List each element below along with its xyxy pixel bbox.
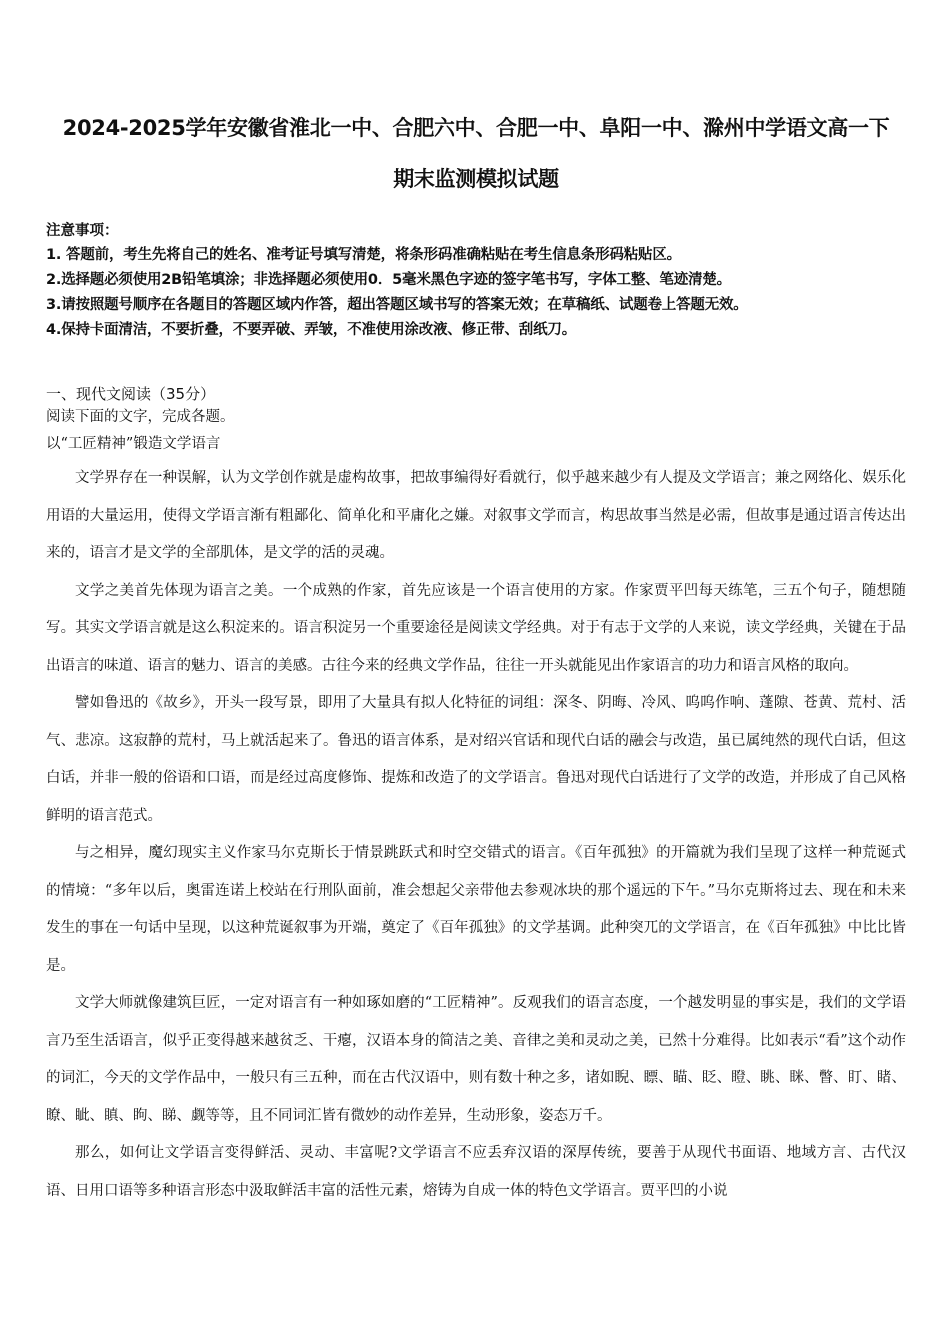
notice-block [46, 219, 906, 343]
section-instruction: 阅读下面的文字，完成各题。 [46, 409, 235, 425]
notice-item: 3.请按照题号顺序在各题目的答题区域内作答，超出答题区域书写的答案无效；在草稿纸、试题卷上答题无效。 [46, 297, 748, 313]
document-title-line-1: 2024-2025学年安徽省淮北一中、合肥六中、合肥一中、阜阳一中、滁州中学语文高一下 [62, 116, 890, 140]
essay-paragraph: 譬如鲁迅的《故乡》，开头一段写景，即用了大量具有拟人化特征的词组：深冬、阴晦、冷风、呜呜作响、蓬隙、苍黄、荒村、活气、悲凉。这寂静的荒村，马上就活起来了。鲁迅的语言体系，是对绍兴官话和现代白话的融会与改造，虽已属纯然的现代白话，但这白话，并非一般的俗语和口语，而是经过高度修饰、提炼和改造了的文学语言。鲁迅对现代白话进行了文学的改造，并形成了自己风格鲜明的语言范式。 [46, 695, 906, 824]
essay-paragraph: 与之相异，魔幻现实主义作家马尔克斯长于情景跳跃式和时空交错式的语言。《百年孤独》的开篇就为我们呈现了这样一种荒诞式的情境：“多年以后，奥雷连诺上校站在行刑队面前，准会想起父亲带他去参观冰块的那个遥远的下午。”马尔克斯将过去、现在和未来发生的事在一句话中呈现，以这种荒诞叙事为开端，奠定了《百年孤独》的文学基调。此种突兀的文学语言，在《百年孤独》中比比皆是。 [46, 845, 906, 974]
notice-item: 1. 答题前，考生先将自己的姓名、准考证号填写清楚，将条形码准确粘贴在考生信息条形码粘贴区。 [46, 247, 681, 263]
document-title-line-2: 期末监测模拟试题 [393, 167, 559, 191]
essay-paragraph: 文学之美首先体现为语言之美。一个成熟的作家，首先应该是一个语言使用的方家。作家贾平凹每天练笔，三五个句子，随想随写。其实文学语言就是这么积淀来的。语言积淀另一个重要途径是阅读文学经典。对于有志于文学的人来说，读文学经典，关键在于品出语言的味道、语言的魅力、语言的美感。古往今来的经典文学作品，往往一开头就能见出作家语言的功力和语言风格的取向。 [46, 582, 906, 674]
section-heading: 一、现代文阅读（35分） [46, 385, 216, 403]
notice-item: 2.选择题必须使用2B铅笔填涂；非选择题必须使用0．5毫米黑色字迹的签字笔书写，字体工整、笔迹清楚。 [46, 272, 731, 288]
essay-paragraph: 那么，如何让文学语言变得鲜活、灵动、丰富呢?文学语言不应丢弃汉语的深厚传统，要善于从现代书面语、地域方言、古代汉语、日用口语等多种语言形态中汲取鲜活丰富的活性元素，熔铸为自成一体的特色文学语言。贾平凹的小说 [46, 1145, 906, 1199]
essay-title: 以“工匠精神”锻造文学语言 [46, 436, 221, 452]
essay-paragraph: 文学界存在一种误解，认为文学创作就是虚构故事，把故事编得好看就行，似乎越来越少有人提及文学语言；兼之网络化、娱乐化用语的大量运用，使得文学语言渐有粗鄙化、简单化和平庸化之嫌。对叙事文学而言，构思故事当然是必需，但故事是通过语言传达出来的，语言才是文学的全部肌体，是文学的活的灵魂。 [46, 470, 906, 561]
notice-heading: 注意事项： [46, 223, 119, 239]
reading-section [46, 383, 906, 1210]
essay-paragraph: 文学大师就像建筑巨匠，一定对语言有一种如琢如磨的“工匠精神”。反观我们的语言态度，一个越发明显的事实是，我们的文学语言乃至生活语言，似乎正变得越来越贫乏、干瘪，汉语本身的简洁之美、音律之美和灵动之美，已然十分难得。比如表示“看”这个动作的词汇，今天的文学作品中，一般只有三五种，而在古代汉语中，则有数十种之多，诸如睨、瞟、瞄、眨、瞪、眺、眯、瞥、盯、睹、瞭、眦、瞋、眗、睇、觑等等，且不同词汇皆有微妙的动作差异，生动形象，姿态万千。 [46, 995, 906, 1124]
notice-item: 4.保持卡面清洁，不要折叠，不要弄破、弄皱，不准使用涂改液、修正带、刮纸刀。 [46, 322, 576, 338]
